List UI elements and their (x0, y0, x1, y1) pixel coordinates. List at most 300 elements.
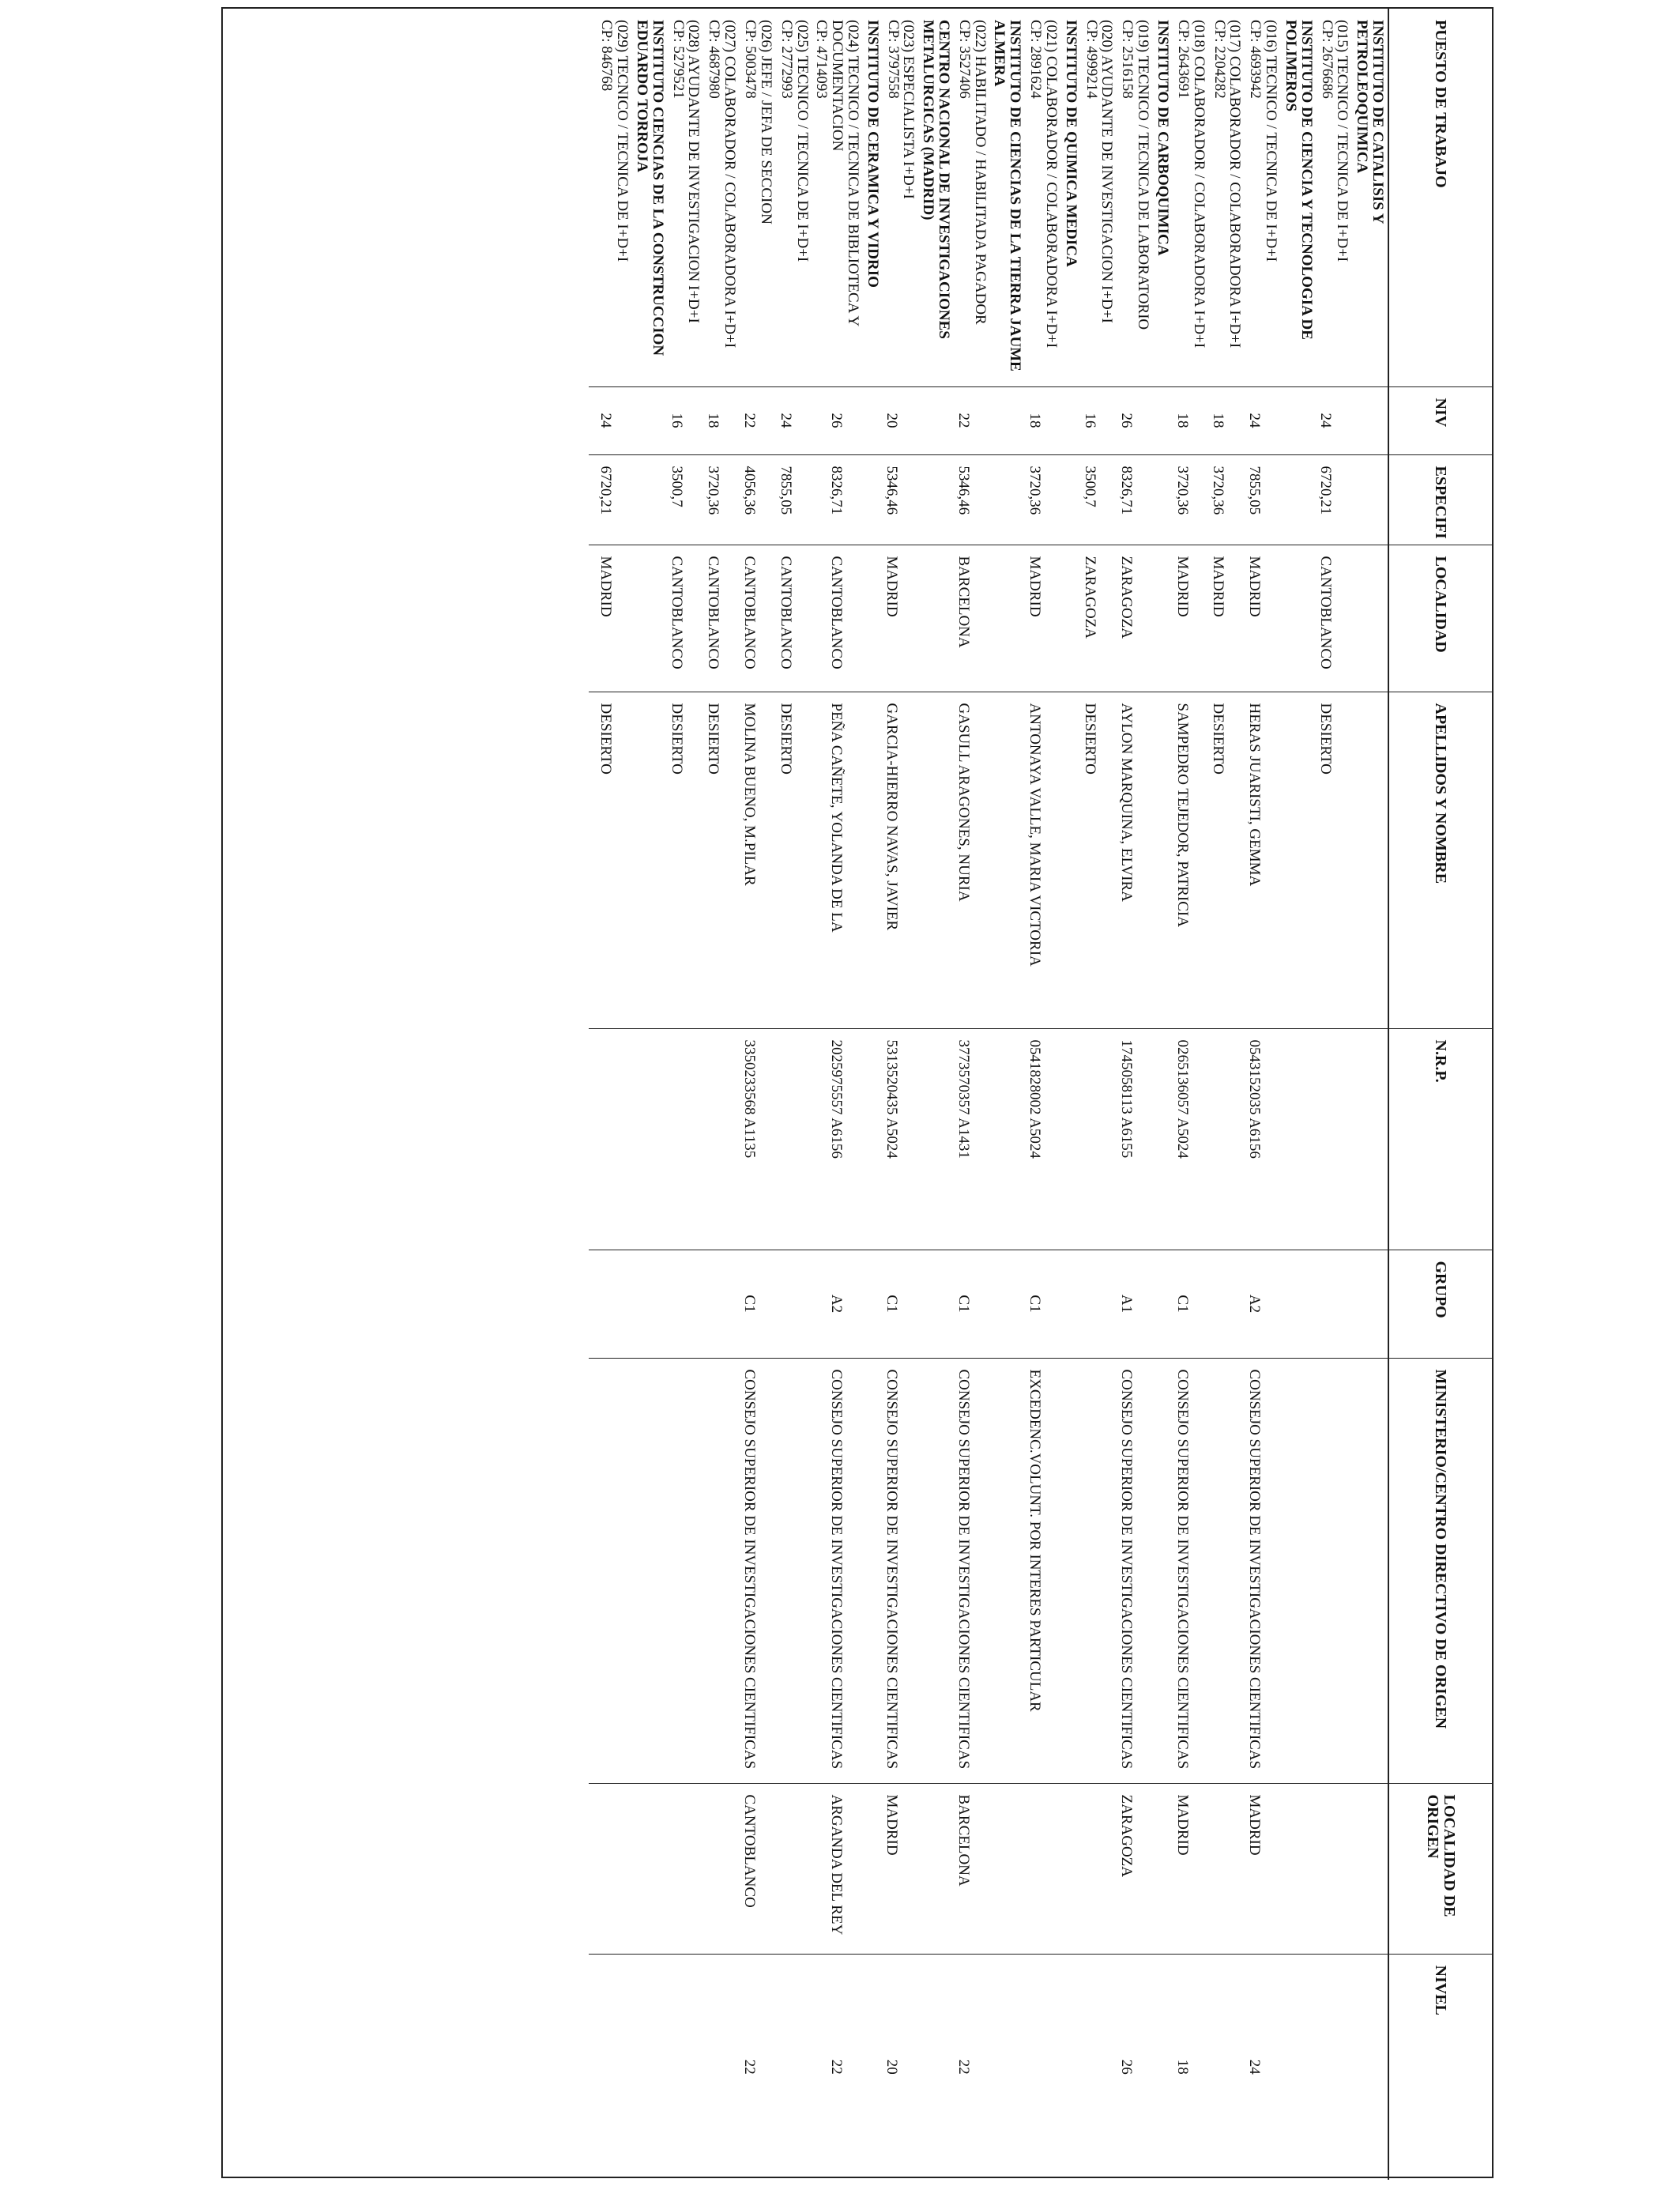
document-page (221, 7, 1494, 2178)
cell-especifi: 8326,71 (1117, 454, 1154, 545)
cell-loc-origen (1317, 1783, 1353, 1954)
col-apellidos: APELLIDOS Y NOMBRE (1388, 692, 1492, 1028)
table-row (740, 9, 776, 2180)
institute-name: INSTITUTO CIENCIAS DE LA CONSTRUCCION EDUARDO TORROJA (632, 9, 668, 386)
cell-nivel (704, 1954, 740, 2180)
institute-name: CENTRO NACIONAL DE INVESTIGACIONES METALURGICAS (MADRID) (919, 9, 955, 386)
cell-niv: 18 (704, 386, 740, 454)
cell-grupo: C1 (883, 1250, 919, 1358)
empty-cell (919, 454, 955, 545)
institute-row (632, 9, 668, 2180)
job-cell (1209, 9, 1245, 386)
cell-loc-origen: CANTOBLANCO (740, 1783, 776, 1954)
filler-cell (590, 1783, 597, 1954)
col-ministerio: MINISTERIO/CENTRO DIRECTIVO DE ORIGEN (1388, 1358, 1492, 1783)
cell-localidad: MADRID (597, 545, 633, 692)
cell-niv: 24 (597, 386, 633, 454)
cell-nrp (1317, 1028, 1353, 1250)
filler-cell (590, 692, 597, 1028)
cell-especifi: 3720,36 (1025, 454, 1061, 545)
institute-row (1353, 9, 1389, 2180)
cell-nivel (776, 1954, 812, 2180)
filler-cell (590, 545, 597, 692)
institute-name: INSTITUTO DE CIENCIAS DE LA TIERRA JAUME ALMERA (990, 9, 1026, 386)
cell-nivel (1317, 1954, 1353, 2180)
empty-cell (990, 1954, 1026, 2180)
cell-loc-origen (1025, 1783, 1061, 1954)
cell-nivel (597, 1954, 633, 2180)
cell-nombre: GARCIA-HIERRO NAVAS, JAVIER (883, 692, 919, 1028)
cell-nrp: 0541828002 A5024 (1025, 1028, 1061, 1250)
table-row (812, 9, 863, 2180)
empty-cell (990, 1783, 1026, 1954)
cell-nivel: 20 (883, 2059, 901, 2075)
job-cp: CP: 2891624 (1027, 20, 1045, 99)
cell-nrp: 2025975557 A6156 (812, 1028, 863, 1250)
cell-localidad: CANTOBLANCO (1317, 545, 1353, 692)
job-title: (021) COLABORADOR / COLABORADORA I+D+I (1043, 20, 1060, 349)
empty-cell (1353, 692, 1389, 1028)
job-title: (015) TECNICO / TECNICA DE I+D+I (1334, 20, 1351, 262)
empty-cell (632, 454, 668, 545)
cell-ministerio: CONSEJO SUPERIOR DE INVESTIGACIONES CIENTIFICAS (1245, 1358, 1282, 1783)
filler-cell (590, 1954, 597, 2180)
job-title: (025) TECNICO / TECNICA DE I+D+I (793, 20, 811, 262)
cell-ministerio: CONSEJO SUPERIOR DE INVESTIGACIONES CIENTIFICAS (954, 1358, 990, 1783)
institute-name: INSTITUTO DE CIENCIA Y TECNOLOGIA DE POLIMEROS (1281, 9, 1317, 386)
cell-ministerio (1081, 1358, 1117, 1783)
cell-loc-origen (704, 1783, 740, 1954)
empty-cell (919, 1358, 955, 1783)
institute-row (1281, 9, 1317, 2180)
empty-cell (1061, 454, 1081, 545)
job-title: (019) TECNICO / TECNICA DE LABORATORIO (1135, 20, 1152, 330)
job-title: (018) COLABORADOR / COLABORADORA I+D+I (1190, 20, 1207, 349)
empty-cell (919, 692, 955, 1028)
col-nrp: N.R.P. (1388, 1028, 1492, 1250)
cell-ministerio (704, 1358, 740, 1783)
empty-cell (1061, 1783, 1081, 1954)
institute-row (919, 9, 955, 2180)
cell-nrp (704, 1028, 740, 1250)
cell-grupo (668, 1250, 704, 1358)
cell-especifi: 3720,36 (1209, 454, 1245, 545)
job-cp: CP: 4714093 (813, 20, 831, 99)
job-cell (883, 9, 919, 386)
empty-cell (1153, 1250, 1173, 1358)
cell-especifi: 3500,7 (1081, 454, 1117, 545)
cell-grupo (776, 1250, 812, 1358)
table-row (1209, 9, 1245, 2180)
cell-localidad: MADRID (1245, 545, 1282, 692)
cell-localidad: CANTOBLANCO (668, 545, 704, 692)
institute-name: INSTITUTO DE CATALISIS Y PETROLEOQUIMICA (1353, 9, 1389, 386)
cell-loc-origen: MADRID (1173, 1783, 1209, 1954)
empty-cell (863, 386, 883, 454)
filler-cell (590, 1250, 597, 1358)
empty-cell (632, 1358, 668, 1783)
cell-ministerio: CONSEJO SUPERIOR DE INVESTIGACIONES CIENTIFICAS (1117, 1358, 1154, 1783)
job-cp: CP: 4687980 (706, 20, 723, 99)
cell-localidad: CANTOBLANCO (812, 545, 863, 692)
cell-loc-origen (776, 1783, 812, 1954)
cell-nombre: HERAS JUARISTI, GEMMA (1245, 692, 1282, 1028)
cell-localidad: CANTOBLANCO (776, 545, 812, 692)
cell-grupo: A2 (1245, 1250, 1282, 1358)
filler-cell (590, 1028, 597, 1250)
cell-ministerio: CONSEJO SUPERIOR DE INVESTIGACIONES CIENTIFICAS (1173, 1358, 1209, 1783)
empty-cell (1061, 386, 1081, 454)
empty-cell (990, 692, 1026, 1028)
empty-cell (919, 1783, 955, 1954)
cell-nombre: DESIERTO (668, 692, 704, 1028)
institute-row (990, 9, 1026, 2180)
cell-loc-origen (1081, 1783, 1117, 1954)
empty-cell (1281, 1783, 1317, 1954)
job-title: (017) COLABORADOR / COLABORADORA I+D+I (1226, 20, 1244, 349)
table-row (1173, 9, 1209, 2180)
cell-ministerio (1209, 1358, 1245, 1783)
cell-nrp: 3350233568 A1135 (740, 1028, 776, 1250)
cell-niv: 22 (740, 386, 776, 454)
empty-cell (1281, 1358, 1317, 1783)
cell-niv: 24 (1317, 386, 1353, 454)
cell-ministerio: CONSEJO SUPERIOR DE INVESTIGACIONES CIENTIFICAS (740, 1358, 776, 1783)
empty-cell (990, 1250, 1026, 1358)
empty-cell (1281, 386, 1317, 454)
cell-niv: 24 (776, 386, 812, 454)
cell-nrp: 5313520435 A5024 (883, 1028, 919, 1250)
table-row (883, 9, 919, 2180)
job-cell (812, 9, 863, 386)
empty-cell (863, 1783, 883, 1954)
col-especifi: ESPECIFI (1388, 454, 1492, 545)
cell-nivel: 22 (828, 2059, 845, 2075)
job-cp: CP: 3527406 (956, 20, 973, 99)
cell-loc-origen (1209, 1783, 1245, 1954)
institute-row (863, 9, 883, 2180)
cell-loc-origen (668, 1783, 704, 1954)
table-row (1317, 9, 1353, 2180)
cell-ministerio: CONSEJO SUPERIOR DE INVESTIGACIONES CIENTIFICAS (812, 1358, 863, 1783)
job-cp: CP: 5279521 (669, 20, 687, 99)
empty-cell (1061, 1028, 1081, 1250)
cell-niv: 26 (1117, 386, 1154, 454)
cell-localidad: MADRID (883, 545, 919, 692)
cell-grupo: A2 (812, 1250, 863, 1358)
institute-name: INSTITUTO DE CARBOQUIMICA (1153, 9, 1173, 386)
empty-cell (1153, 1783, 1173, 1954)
cell-especifi: 7855,05 (776, 454, 812, 545)
empty-cell (1353, 545, 1389, 692)
job-cp: CP: 4693942 (1247, 20, 1264, 99)
filler-cell (590, 386, 597, 454)
empty-cell (1281, 692, 1317, 1028)
empty-cell (863, 1954, 883, 2180)
assignments-table (590, 9, 1493, 2180)
empty-cell (1153, 386, 1173, 454)
job-title: (028) AYUDANTE DE INVESTIGACION I+D+I (685, 20, 703, 323)
empty-cell (863, 1028, 883, 1250)
institute-name: INSTITUTO DE QUIMICA MEDICA (1061, 9, 1081, 386)
empty-cell (990, 1358, 1026, 1783)
cell-loc-origen: ZARAGOZA (1117, 1783, 1154, 1954)
cell-ministerio (668, 1358, 704, 1783)
cell-grupo: A1 (1117, 1250, 1154, 1358)
empty-cell (632, 1028, 668, 1250)
empty-cell (1061, 545, 1081, 692)
table-row (954, 9, 990, 2180)
cell-niv: 16 (1081, 386, 1117, 454)
cell-localidad: CANTOBLANCO (740, 545, 776, 692)
job-cp: CP: 5003478 (742, 20, 759, 99)
empty-cell (863, 454, 883, 545)
cell-grupo: C1 (740, 1250, 776, 1358)
cell-especifi: 3720,36 (704, 454, 740, 545)
job-cell (740, 9, 776, 386)
cell-localidad: ZARAGOZA (1117, 545, 1154, 692)
cell-nrp: 0265136057 A5024 (1173, 1028, 1209, 1250)
empty-cell (632, 1783, 668, 1954)
cell-nombre: SAMPEDRO TEJEDOR, PATRICIA (1173, 692, 1209, 1028)
cell-nombre: AYLON MARQUINA, ELVIRA (1117, 692, 1154, 1028)
cell-loc-origen: ARGANDA DEL REY (812, 1783, 863, 1954)
cell-especifi: 6720,21 (597, 454, 633, 545)
job-title: (029) TECNICO / TECNICA DE I+D+I (614, 20, 631, 262)
filler-cell (590, 1358, 597, 1783)
cell-nombre: ANTONAYA VALLE, MARIA VICTORIA (1025, 692, 1061, 1028)
cell-niv: 16 (668, 386, 704, 454)
empty-cell (919, 1250, 955, 1358)
empty-cell (1153, 545, 1173, 692)
cell-nrp (1209, 1028, 1245, 1250)
cell-niv: 18 (1209, 386, 1245, 454)
table-row (1025, 9, 1061, 2180)
filler-cell (590, 454, 597, 545)
cell-nrp: 1745058113 A6155 (1117, 1028, 1154, 1250)
empty-cell (632, 386, 668, 454)
empty-cell (1353, 1954, 1389, 2180)
empty-cell (1353, 386, 1389, 454)
cell-nivel: 24 (1246, 2059, 1264, 2075)
empty-cell (919, 386, 955, 454)
empty-cell (1061, 1250, 1081, 1358)
cell-niv: 22 (954, 386, 990, 454)
cell-nivel: 18 (1173, 2059, 1191, 2075)
cell-especifi: 3500,7 (668, 454, 704, 545)
table-row (668, 9, 704, 2180)
filler-cell (590, 9, 597, 386)
cell-especifi: 5346,46 (954, 454, 990, 545)
cell-niv: 26 (812, 386, 863, 454)
cell-ministerio (1317, 1358, 1353, 1783)
cell-loc-origen (597, 1783, 633, 1954)
job-cp: CP: 2516158 (1119, 20, 1136, 99)
job-cell (1081, 9, 1117, 386)
empty-cell (1281, 1250, 1317, 1358)
empty-cell (1281, 545, 1317, 692)
cell-nombre: DESIERTO (1209, 692, 1245, 1028)
cell-especifi: 4056,36 (740, 454, 776, 545)
cell-especifi: 3720,36 (1173, 454, 1209, 545)
cell-especifi: 7855,05 (1245, 454, 1282, 545)
job-cp: CP: 2772993 (778, 20, 795, 99)
institute-name: INSTITUTO DE CERAMICA Y VIDRIO (863, 9, 883, 386)
empty-cell (632, 1954, 668, 2180)
empty-cell (1281, 1954, 1317, 2180)
empty-cell (632, 545, 668, 692)
empty-cell (1061, 1358, 1081, 1783)
job-cell (1025, 9, 1061, 386)
institute-row (1153, 9, 1173, 2180)
empty-cell (990, 454, 1026, 545)
cell-nivel: 22 (741, 2059, 758, 2075)
job-cp: CP: 2676686 (1318, 20, 1335, 99)
job-cp: CP: 2643691 (1175, 20, 1192, 99)
table-row (597, 9, 633, 2180)
cell-localidad: BARCELONA (954, 545, 990, 692)
job-cp: CP: 846768 (598, 20, 616, 92)
table-row (1081, 9, 1117, 2180)
cell-ministerio (597, 1358, 633, 1783)
job-cell (776, 9, 812, 386)
empty-cell (1061, 692, 1081, 1028)
cell-grupo (1317, 1250, 1353, 1358)
cell-nombre: DESIERTO (1081, 692, 1117, 1028)
col-localidad: LOCALIDAD (1388, 545, 1492, 692)
empty-cell (1353, 1250, 1389, 1358)
job-cell (1317, 9, 1353, 386)
empty-cell (919, 545, 955, 692)
cell-grupo (1081, 1250, 1117, 1358)
cell-grupo (1209, 1250, 1245, 1358)
cell-nombre: DESIERTO (597, 692, 633, 1028)
cell-nombre: DESIERTO (704, 692, 740, 1028)
empty-cell (1353, 1358, 1389, 1783)
cell-loc-origen: MADRID (1245, 1783, 1282, 1954)
cell-nombre: DESIERTO (776, 692, 812, 1028)
job-title: (020) AYUDANTE DE INVESTIGACION I+D+I (1098, 20, 1116, 323)
cell-nivel (668, 1954, 704, 2180)
job-cell (597, 9, 633, 386)
cell-nrp (1081, 1028, 1117, 1250)
cell-localidad: CANTOBLANCO (704, 545, 740, 692)
job-title: (024) TECNICO / TECNICA DE BIBLIOTECA Y DOCUMENTACION (829, 20, 861, 326)
job-cp: CP: 2204282 (1211, 20, 1228, 99)
cell-nivel: 26 (1118, 2059, 1136, 2075)
cell-localidad: MADRID (1025, 545, 1061, 692)
cell-nombre: MOLINA BUENO, M.PILAR (740, 692, 776, 1028)
col-niv: NIV (1388, 386, 1492, 454)
cell-ministerio: CONSEJO SUPERIOR DE INVESTIGACIONES CIENTIFICAS (883, 1358, 919, 1783)
cell-niv: 18 (1025, 386, 1061, 454)
job-cp: CP: 3797558 (884, 20, 902, 99)
cell-ministerio (776, 1358, 812, 1783)
cell-niv: 24 (1245, 386, 1282, 454)
table-row (704, 9, 740, 2180)
col-localidad-origen: LOCALIDAD DE ORIGEN (1388, 1783, 1492, 1954)
cell-especifi: 5346,46 (883, 454, 919, 545)
empty-cell (863, 692, 883, 1028)
empty-cell (990, 386, 1026, 454)
cell-nivel: 22 (955, 2059, 972, 2075)
job-cell (1117, 9, 1154, 386)
empty-cell (990, 545, 1026, 692)
empty-cell (1153, 1028, 1173, 1250)
cell-grupo: C1 (954, 1250, 990, 1358)
cell-nombre: PEÑA CAÑETE, YOLANDA DE LA (812, 692, 863, 1028)
cell-nivel (1209, 1954, 1245, 2180)
col-grupo: GRUPO (1388, 1250, 1492, 1358)
col-nivel: NIVEL (1388, 1954, 1492, 2180)
job-title: (016) TECNICO / TECNICA DE I+D+I (1263, 20, 1280, 262)
cell-ministerio: EXCEDENC.VOLUNT. POR INTERES PARTICULAR (1025, 1358, 1061, 1783)
job-cp: CP: 4999214 (1083, 20, 1100, 99)
empty-cell (632, 692, 668, 1028)
empty-cell (1353, 1028, 1389, 1250)
cell-especifi: 8326,71 (812, 454, 863, 545)
cell-localidad: ZARAGOZA (1081, 545, 1117, 692)
cell-nrp (597, 1028, 633, 1250)
empty-cell (1353, 1783, 1389, 1954)
job-title: (027) COLABORADOR / COLABORADORA I+D+I (721, 20, 739, 349)
empty-cell (919, 1954, 955, 2180)
cell-grupo: C1 (1025, 1250, 1061, 1358)
filler-row (590, 9, 597, 2180)
institute-row (1061, 9, 1081, 2180)
empty-cell (1153, 454, 1173, 545)
cell-loc-origen: BARCELONA (954, 1783, 990, 1954)
cell-localidad: MADRID (1173, 545, 1209, 692)
empty-cell (632, 1250, 668, 1358)
cell-niv: 20 (883, 386, 919, 454)
empty-cell (990, 1028, 1026, 1250)
job-cell (704, 9, 740, 386)
empty-cell (1353, 454, 1389, 545)
cell-nombre: DESIERTO (1317, 692, 1353, 1028)
cell-nrp (776, 1028, 812, 1250)
job-title: (022) HABILITADO / HABILITADA PAGADOR (971, 20, 989, 325)
cell-especifi: 6720,21 (1317, 454, 1353, 545)
cell-nivel (1025, 1954, 1061, 2180)
table-row (1117, 9, 1154, 2180)
empty-cell (1281, 1028, 1317, 1250)
cell-nrp (668, 1028, 704, 1250)
empty-cell (863, 545, 883, 692)
empty-cell (1153, 1358, 1173, 1783)
job-title: (026) JEFE / JEFA DE SECCION (758, 20, 774, 224)
cell-grupo (704, 1250, 740, 1358)
table-row (776, 9, 812, 2180)
empty-cell (863, 1358, 883, 1783)
job-title: (023) ESPECIALISTA I+D+I (900, 20, 917, 199)
job-cell (1245, 9, 1282, 386)
cell-nombre: GASULL ARAGONES, NURIA (954, 692, 990, 1028)
cell-loc-origen: MADRID (883, 1783, 919, 1954)
table-header-row (1388, 9, 1492, 2180)
job-cell (668, 9, 704, 386)
empty-cell (919, 1028, 955, 1250)
col-puesto: PUESTO DE TRABAJO (1388, 9, 1492, 386)
empty-cell (1061, 1954, 1081, 2180)
empty-cell (863, 1250, 883, 1358)
table-body (590, 9, 1389, 2180)
cell-grupo: C1 (1173, 1250, 1209, 1358)
job-cell (954, 9, 990, 386)
table-row (1245, 9, 1282, 2180)
cell-niv: 18 (1173, 386, 1209, 454)
cell-nivel (1081, 1954, 1117, 2180)
